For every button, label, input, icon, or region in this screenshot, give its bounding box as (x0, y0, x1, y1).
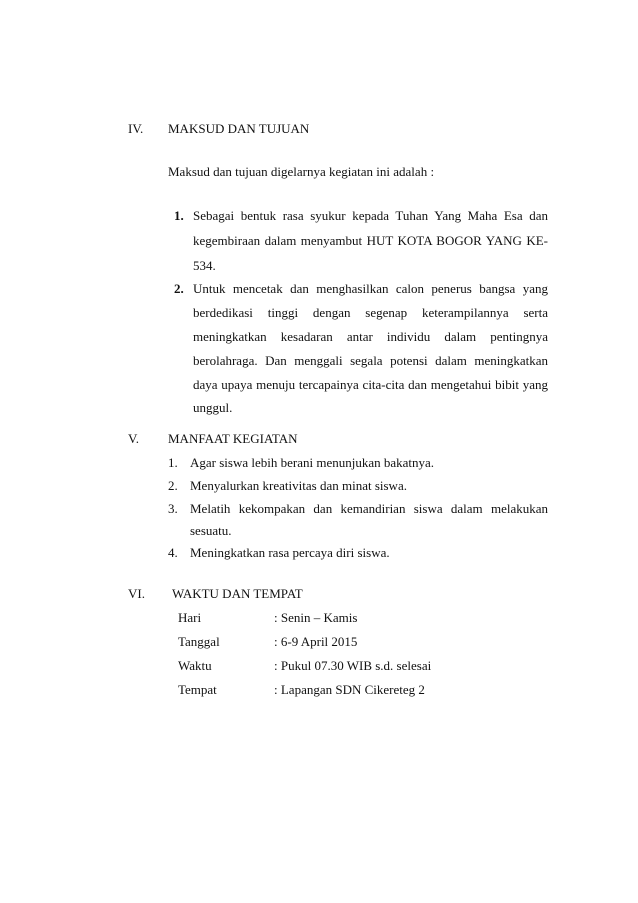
list-item-number: 2. (168, 478, 178, 493)
schedule-label: Waktu (178, 658, 212, 673)
list-item-line: Agar siswa lebih berani menunjukan bakatnya. (190, 455, 435, 470)
list-item-line: Meningkatkan rasa percaya diri siswa. (190, 545, 390, 560)
list-item-line: Untuk mencetak dan menghasilkan calon penerus bangsa yang (193, 281, 548, 296)
list-item-line: berdedikasi tinggi dengan segenap keterampilannya serta (193, 305, 548, 320)
section-iv-title: MAKSUD DAN TUJUAN (168, 121, 310, 136)
section-v-title: MANFAAT KEGIATAN (168, 431, 298, 446)
list-item-line: berolahraga. Dan menggali segala potensi dalam meningkatkan (193, 353, 548, 368)
list-item-line: kegembiraan dalam menyambut HUT KOTA BOGOR YANG KE- (193, 233, 548, 248)
schedule-value: : Pukul 07.30 WIB s.d. selesai (274, 658, 432, 673)
list-item-number: 1. (168, 455, 178, 470)
schedule-value: : Senin – Kamis (274, 610, 358, 625)
schedule-label: Hari (178, 610, 202, 625)
list-item-number: 1. (174, 208, 184, 223)
list-item-line: 534. (193, 258, 216, 273)
section-vi-title: WAKTU DAN TEMPAT (172, 586, 303, 601)
list-item-number: 2. (174, 281, 184, 296)
schedule-value: : Lapangan SDN Cikereteg 2 (274, 682, 425, 697)
list-item-number: 3. (168, 501, 178, 516)
list-item-line: Melatih kekompakan dan kemandirian siswa dalam melakukan (190, 501, 548, 516)
schedule-label: Tanggal (178, 634, 220, 649)
schedule-value: : 6-9 April 2015 (274, 634, 358, 649)
list-item-line: daya upaya menuju tercapainya cita-cita dan mengetahui bibit yang (193, 377, 548, 392)
schedule-label: Tempat (178, 682, 217, 697)
list-item-line: Sebagai bentuk rasa syukur kepada Tuhan Yang Maha Esa dan (193, 208, 548, 223)
section-vi-numeral: VI. (128, 586, 145, 601)
section-iv-intro: Maksud dan tujuan digelarnya kegiatan ini adalah : (168, 164, 435, 179)
list-item-line: unggul. (193, 400, 233, 415)
section-iv-numeral: IV. (128, 121, 144, 136)
list-item-line: Menyalurkan kreativitas dan minat siswa. (190, 478, 407, 493)
list-item-line: sesuatu. (190, 523, 232, 538)
list-item-line: meningkatkan kesadaran antar individu dalam pentingnya (193, 329, 548, 344)
list-item-number: 4. (168, 545, 178, 560)
section-v-numeral: V. (128, 431, 139, 446)
